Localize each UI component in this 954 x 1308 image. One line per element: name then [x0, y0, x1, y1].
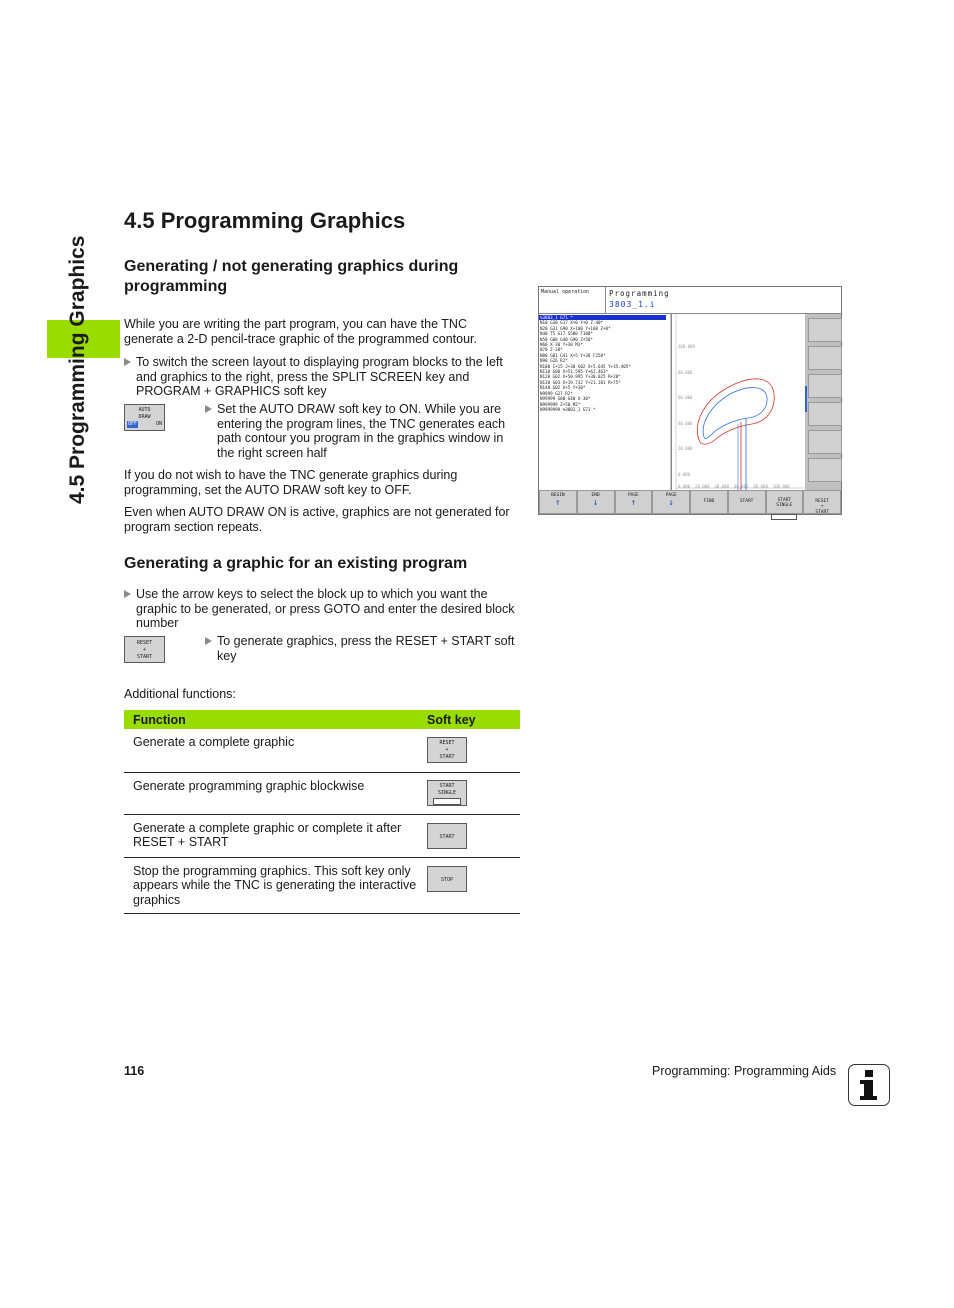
single-block-icon	[771, 514, 797, 520]
table-header-row	[124, 710, 520, 729]
softkey-start[interactable]	[728, 490, 766, 514]
triangle-bullet-icon	[124, 358, 131, 366]
arrow-up-icon: ↑	[630, 498, 637, 508]
softkey-line: RESET	[439, 740, 455, 746]
softkey-line: STOP	[440, 876, 454, 883]
step-reset-start	[205, 634, 519, 663]
softkey-line: START	[439, 754, 455, 760]
y-tick: 100.000	[678, 344, 695, 349]
table-row	[124, 729, 520, 772]
additional-functions-label: Additional functions:	[124, 687, 236, 701]
softkey-find[interactable]	[690, 490, 728, 514]
softkey-label: PAGE	[627, 493, 639, 498]
y-tick: 60.000	[678, 395, 693, 400]
auto-draw-off-paragraph: If you do not wish to have the TNC generate graphics during programming, set the AUTO DRAW soft key to OFF.	[124, 468, 458, 497]
screen-header	[539, 287, 841, 314]
softkey-start-single[interactable]	[766, 490, 804, 514]
program-line: N20 G31 G90 X+100 Y+100 Z+0*	[540, 325, 611, 331]
function-cell: Generate a complete graphic or complete it after RESET + START	[124, 814, 418, 857]
page-title: 4.5 Programming Graphics	[124, 208, 406, 233]
section-heading-1: Generating / not generating graphics during programming	[124, 258, 459, 295]
start-single-softkey[interactable]	[427, 780, 467, 806]
step-text: To switch the screen layout to displaying program blocks to the left and graphics to the right, press the SPLIT SCREEN key and PROGRAM + GRAPHICS soft key	[136, 355, 503, 398]
step-text: To generate graphics, press the RESET + START soft key	[217, 634, 515, 663]
y-tick: 20.000	[678, 446, 693, 451]
repeat-paragraph: Even when AUTO DRAW ON is active, graphics are not generated for program section repeats.	[124, 505, 510, 534]
x-tick: 60.000	[733, 484, 749, 489]
program-line: N9999 G27 R2*	[540, 390, 573, 396]
program-line: N80 G01 G41 X+5 Y+30 F250*	[540, 352, 606, 358]
step-text: Set the AUTO DRAW soft key to ON. While you are entering the program lines, the TNC generates each path contour you program in the graphics window in the right screen half	[217, 402, 506, 460]
program-line: N70 Z-20*	[540, 347, 563, 353]
program-line: N130 G03 X+19.732 Y+21.181 R+75*	[540, 379, 621, 385]
step-auto-draw	[205, 402, 519, 460]
softkey-label: START	[739, 499, 754, 504]
vertical-softkey[interactable]	[808, 318, 842, 342]
x-tick: 40.000	[714, 484, 729, 489]
column-header-function: Function	[124, 710, 418, 729]
auto-draw-softkey[interactable]	[124, 404, 165, 431]
program-line: N999999 Z+50 M2*	[540, 401, 581, 407]
y-tick: 40.000	[678, 420, 693, 426]
function-table	[124, 710, 520, 914]
program-line: N140 G02 X+5 Y+30*	[540, 385, 586, 391]
program-line: N9999999 %3803_1 G71 *	[540, 406, 596, 412]
function-cell: Generate a complete graphic	[124, 729, 418, 772]
info-icon	[848, 1064, 890, 1106]
program-line: N10 G30 G17 X+0 Y+0 Z-40*	[540, 320, 604, 326]
auto-draw-on-state: ON	[155, 421, 162, 427]
page-number: 116	[124, 1064, 145, 1078]
footer-chapter: Programming: Programming Aids	[652, 1064, 837, 1078]
scroll-indicator	[805, 386, 807, 412]
screen-header-title: Programming	[609, 289, 670, 298]
program-line: %3803_1 G71 *	[540, 315, 573, 320]
function-cell: Generate programming graphic blockwise	[124, 772, 418, 814]
softkey-label: FIND	[703, 499, 715, 504]
softkey-label: BEGIN	[551, 493, 565, 498]
vertical-softkey[interactable]	[808, 374, 842, 398]
section-heading-2: Generating a graphic for an existing program	[124, 555, 468, 572]
reset-start-softkey[interactable]	[427, 737, 467, 763]
triangle-bullet-icon	[124, 590, 131, 598]
table-row	[124, 814, 520, 857]
program-line: N100 I+15 J+30 G02 X+5.645 Y+35.405*	[540, 363, 631, 369]
x-tick: 20.000	[695, 484, 710, 489]
tnc-screen-screenshot	[538, 286, 842, 515]
softkey-line: RESET	[136, 640, 153, 646]
softkey-line: START	[136, 654, 153, 660]
y-axis-ticks	[678, 334, 695, 487]
softkey-line: +	[445, 747, 449, 753]
program-lines	[540, 315, 631, 412]
y-tick: 80.000	[678, 369, 693, 375]
reset-start-softkey[interactable]	[124, 636, 165, 663]
program-line: N120 G02 X+50.995 Y+30.025 R+20*	[540, 374, 621, 380]
softkey-begin[interactable]	[539, 490, 577, 514]
softkey-page-down[interactable]	[652, 490, 690, 514]
step-select-block	[124, 587, 519, 631]
graphics-window	[671, 314, 806, 490]
x-tick: 100.000	[772, 484, 790, 489]
softkey-label: START SINGLE	[776, 498, 793, 508]
arrow-up-icon: ↑	[555, 498, 561, 508]
vertical-softkey[interactable]	[808, 458, 842, 482]
softkey-line: SINGLE	[437, 789, 457, 796]
mode-label: Manual operation	[541, 289, 590, 295]
softkey-line: START	[439, 782, 455, 789]
vertical-softkey[interactable]	[808, 430, 842, 454]
softkey-page-up[interactable]	[615, 490, 653, 514]
program-line: N90 G26 R2*	[540, 358, 568, 364]
program-line: N110 G00 X+51.595 Y+62.463*	[540, 369, 609, 375]
arrow-down-icon: ↓	[592, 498, 599, 508]
column-header-softkey: Soft key	[418, 710, 520, 729]
table-row	[124, 772, 520, 814]
softkey-line: START	[439, 833, 455, 840]
softkey-line: AUTO	[138, 407, 151, 413]
softkey-line: +	[142, 647, 146, 653]
contour-blue-path	[703, 388, 767, 439]
start-softkey[interactable]	[427, 823, 467, 849]
program-listing	[539, 314, 670, 490]
table-row	[124, 857, 520, 913]
program-line: N40 T5 G17 S500 F100*	[540, 331, 593, 337]
arrow-down-icon: ↓	[668, 498, 674, 508]
intro-paragraph: While you are writing the part program, you can have the TNC generate a 2-D pencil-trace graphic of the programmed contour.	[124, 317, 477, 346]
side-tab-label: 4.5 Programming Graphics	[66, 235, 89, 504]
x-tick: 0.000	[678, 484, 691, 489]
softkey-reset-start[interactable]	[803, 490, 841, 514]
x-tick: 80.000	[753, 484, 768, 489]
single-block-icon	[433, 798, 461, 805]
y-tick: 0.000	[678, 471, 691, 477]
function-cell: Stop the programming graphics. This soft key only appears while the TNC is generating the interactive graphics	[124, 857, 418, 913]
program-line: N50 G00 G40 G90 Z+50*	[540, 336, 593, 342]
softkey-label: END	[591, 493, 600, 498]
step-text: Use the arrow keys to select the block up to which you want the graphic to be generated, or press GOTO and enter the desired block number	[136, 587, 515, 630]
vertical-softkey[interactable]	[808, 346, 842, 370]
softkey-label: PAGE	[665, 493, 677, 498]
vertical-softkey-bar	[805, 314, 841, 490]
vertical-softkey[interactable]	[808, 402, 842, 426]
softkey-label: RESET + START	[815, 498, 829, 515]
bottom-softkey-bar	[539, 490, 841, 514]
softkey-line: DRAW	[138, 414, 151, 420]
triangle-bullet-icon	[205, 637, 212, 645]
program-line: N99999 G00 G40 X-30*	[540, 396, 591, 402]
stop-softkey[interactable]	[427, 866, 467, 892]
softkey-end[interactable]	[577, 490, 615, 514]
triangle-bullet-icon	[205, 405, 212, 413]
auto-draw-off-state: OFF	[128, 421, 138, 427]
x-axis-ticks	[678, 484, 790, 489]
screen-file-name: 3803_1.i	[609, 300, 656, 309]
program-line: N60 X-30 Y+30 M3*	[540, 342, 583, 348]
step-split-screen	[124, 355, 519, 399]
